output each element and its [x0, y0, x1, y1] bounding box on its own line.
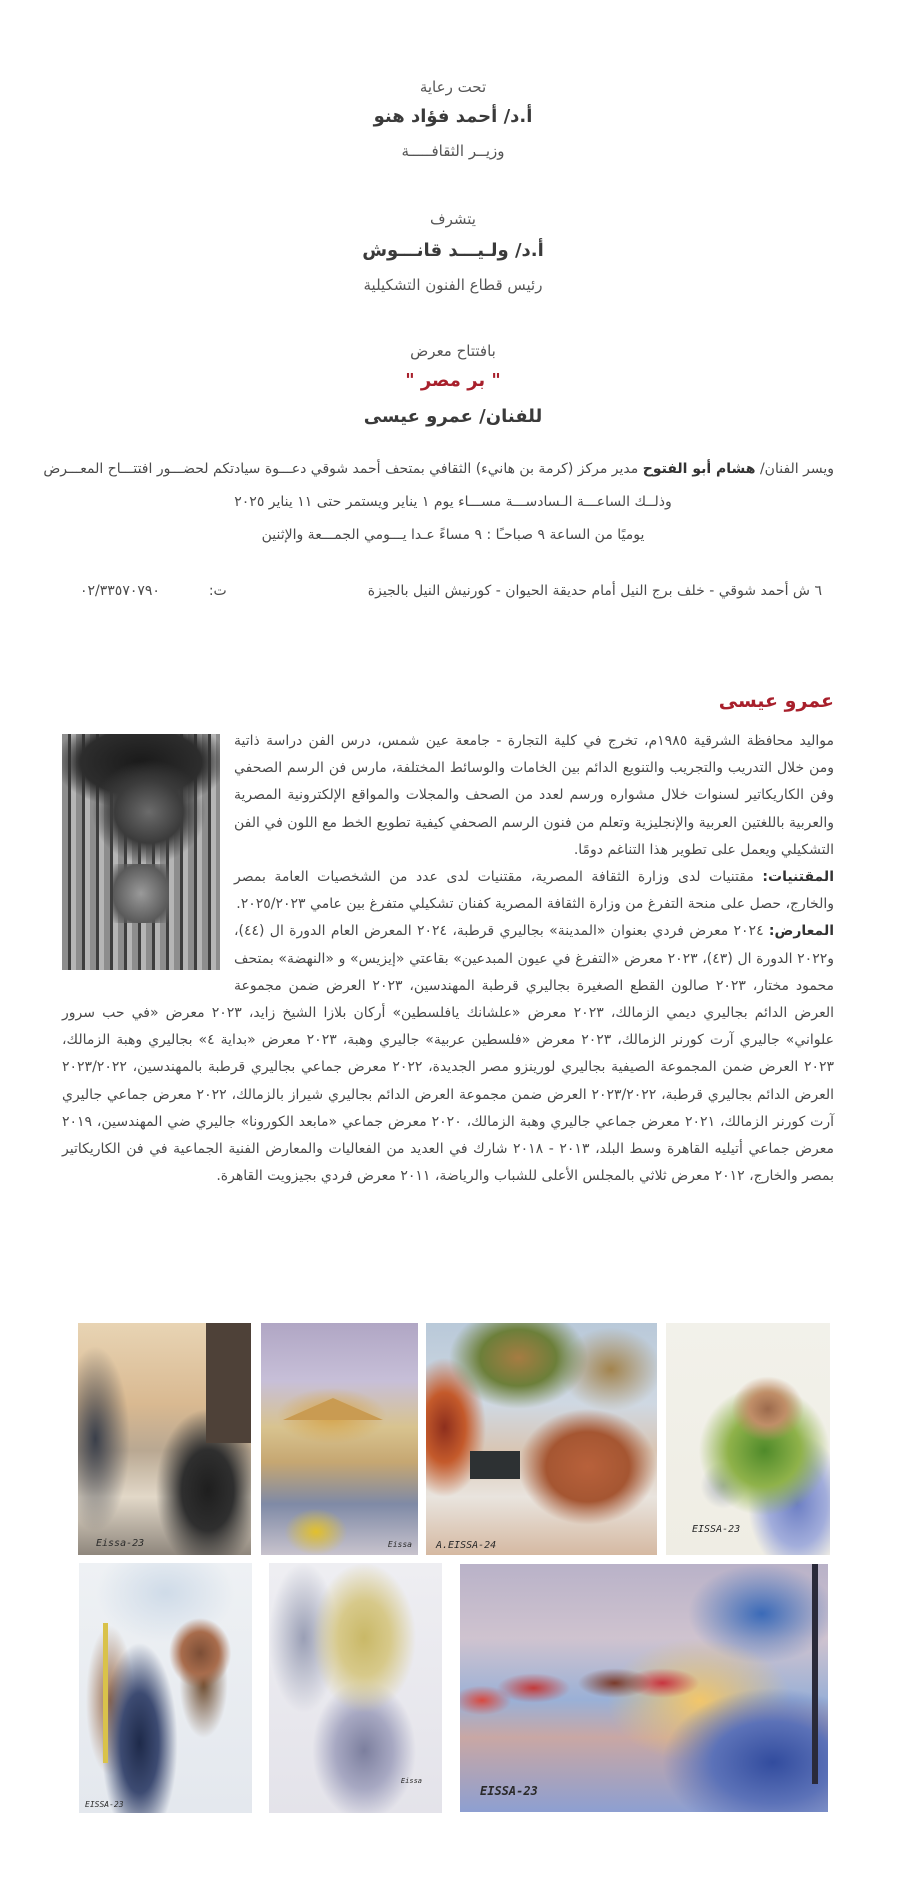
artwork-signature: EISSA-23: [85, 1800, 124, 1809]
artist-photo: [62, 734, 220, 970]
venue-address: ٦ ش أحمد شوقي - خلف برج النيل أمام حديقة الحيوان - كورنيش النيل بالجيزة: [367, 583, 822, 599]
exhibitions-text: ٢٠٢٤ معرض فردي بعنوان «المدينة» بجاليري قرطبة، ٢٠٢٤ المعرض العام الدورة ال (٤٤)، و٢٠٢٢ الدورة ال (٤٣)، ٢٠٢٣ معرض «التفرغ في عيون المبدعين» بقاعتي «إيزيس» و «النهضة» بمتحف محمود مختار، ٢٠٢٣ صالون القطع الصغيرة بجاليري قرطبة المهندسين، ٢٠٢٣ العرض ضمن مجموعة العرض الدائم بجاليري ديمي الزمالك، ٢٠٢٣ معرض «علشانك يافلسطين» أركان بلازا الشيخ زايد، ٢٠٢٣ معرض «في حب سرور علواني» جاليري آرت كورنر الزمالك، ٢٠٢٣ معرض «فلسطين عربية» جاليري وهبة، ٢٠٢٣ معرض «بداية ٤» بجاليري وهبة الزمالك، ٢٠٢٣ العرض ضمن المجموعة الصيفية بجاليري لورينزو مصر الجديدة، ٢٠٢٢ معرض جماعي بجاليري قرطبة بالمهندسين، ٢٠٢٣/٢٠٢٢ العرض الدائم بجاليري قرطبة، ٢٠٢٣/٢٠٢٢ العرض ضمن مجموعة العرض الدائم بجاليري شيراز بالزمالك، ٢٠٢٢ معرض جماعي جاليري آرت كورنر الزمالك، ٢٠٢١ معرض جماعي جاليري وهبة الزمالك، ٢٠٢٠ معرض جماعي «مابعد الكورونا» جاليري ضي المهندسين، ٢٠١٩ معرض جماعي أتيليه القاهرة وسط البلد، ٢٠١٣ - ٢٠١٨ شارك في العديد من الفعاليات والمعارض الفنية الجماعية في فن الكاريكاتير بمصر والخارج، ٢٠١٢ معرض ثلاثي بالمجلس الأعلى للشباب والرياضة، ٢٠١١ معرض فردي بجيزويت القاهرة.: [62, 923, 835, 1185]
invitation-prefix: ويسر الفنان/: [755, 461, 834, 477]
artwork-signature: A.EISSA-24: [436, 1540, 497, 1551]
artwork-porters: [269, 1563, 442, 1813]
sector-head-name: أ.د/ ولـيـــد قانـــوش: [362, 240, 544, 261]
sector-head-title: رئيس قطاع الفنون التشكيلية: [363, 276, 543, 294]
exhibitions-label: المعارض:: [768, 923, 834, 940]
artwork-signature: EISSA-23: [480, 1784, 538, 1798]
venue-phone: [80, 583, 227, 599]
exhibition-title: " بر مصر ": [405, 370, 501, 391]
invitation-line-2: وذلــك الساعـــة الـسادســـة مســـاء يوم ١ يناير ويستمر حتى ١١ يناير ٢٠٢٥: [234, 494, 672, 510]
acquisitions-text: مقتنيات لدى وزارة الثقافة المصرية، مقتنيات لدى عدد من الشخصيات العامة بمصر والخارج، حصل على منحة التفرغ من وزارة الثقافة المصرية كفنان تشكيلي متفرغ بين عامي ٢٠٢٥/٢٠٢٣.: [234, 869, 834, 913]
artwork-village-palms: [426, 1323, 657, 1555]
artwork-signature: Eissa-23: [96, 1538, 145, 1549]
invitation-line-3: يوميًا من الساعة ٩ صباحـًا : ٩ مساءً عـدا يـــومي الجمـــعة والإثنين: [261, 527, 645, 543]
artwork-city-building: [261, 1323, 418, 1555]
minister-name: أ.د/ أحمد فؤاد هنو: [373, 106, 533, 127]
bio-paragraph: مواليد محافظة الشرقية ١٩٨٥م، تخرج في كلية التجارة - جامعة عين شمس، درس الفن دراسة ذاتية ومن خلال التدريب والتجريب والتنويع الدائم بين الخامات والوسائط المختلفة، مارس فن الرسم الصحفي وفن الكاريكاتير لسنوات خلال مشواره ورسم لعدد من الصحف والمجلات والمواقع الإلكترونية المصرية والعربية باللغتين العربية والإنجليزية وتعلم من فنون الرسم الصحفي كيفية تطويع الخط مع اللون في الفن التشكيلي ويعمل على تطوير هذا التناغم دومًا.: [234, 733, 834, 858]
honored-label: يتشرف: [430, 210, 476, 228]
acquisitions-label: المقتنيات:: [762, 869, 834, 886]
artwork-old-man-teapot: [666, 1323, 830, 1555]
artist-line: للفنان/ عمرو عيسى: [363, 406, 543, 427]
artwork-man-turban: [79, 1563, 252, 1813]
artwork-rainy-street: [460, 1564, 828, 1812]
bio-title: عمرو عيسى: [718, 690, 834, 712]
invitation-line-1: [43, 461, 834, 477]
phone-number: ٠٢/٣٣٥٧٠٧٩٠: [80, 583, 160, 599]
artwork-signature: Eissa: [400, 1777, 422, 1785]
bio-body: [62, 728, 834, 1190]
artwork-signature: Eissa: [387, 1540, 412, 1549]
under-patronage-label: تحت رعاية: [419, 78, 487, 96]
phone-label: ت:: [208, 583, 227, 599]
minister-title: وزيــر الثقافـــــة: [401, 142, 505, 160]
artwork-signature: EISSA-23: [692, 1524, 741, 1535]
host-name: هشام أبو الفتوح: [642, 461, 756, 477]
artwork-bicycles: [78, 1323, 251, 1555]
invitation-text: مدير مركز (كرمة بن هانيء) الثقافي بمتحف أحمد شوقي دعـــوة سيادتكم لحضـــور افتتـــاح المعـــرض: [43, 461, 643, 477]
opening-label: بافتتاح معرض: [410, 342, 496, 360]
